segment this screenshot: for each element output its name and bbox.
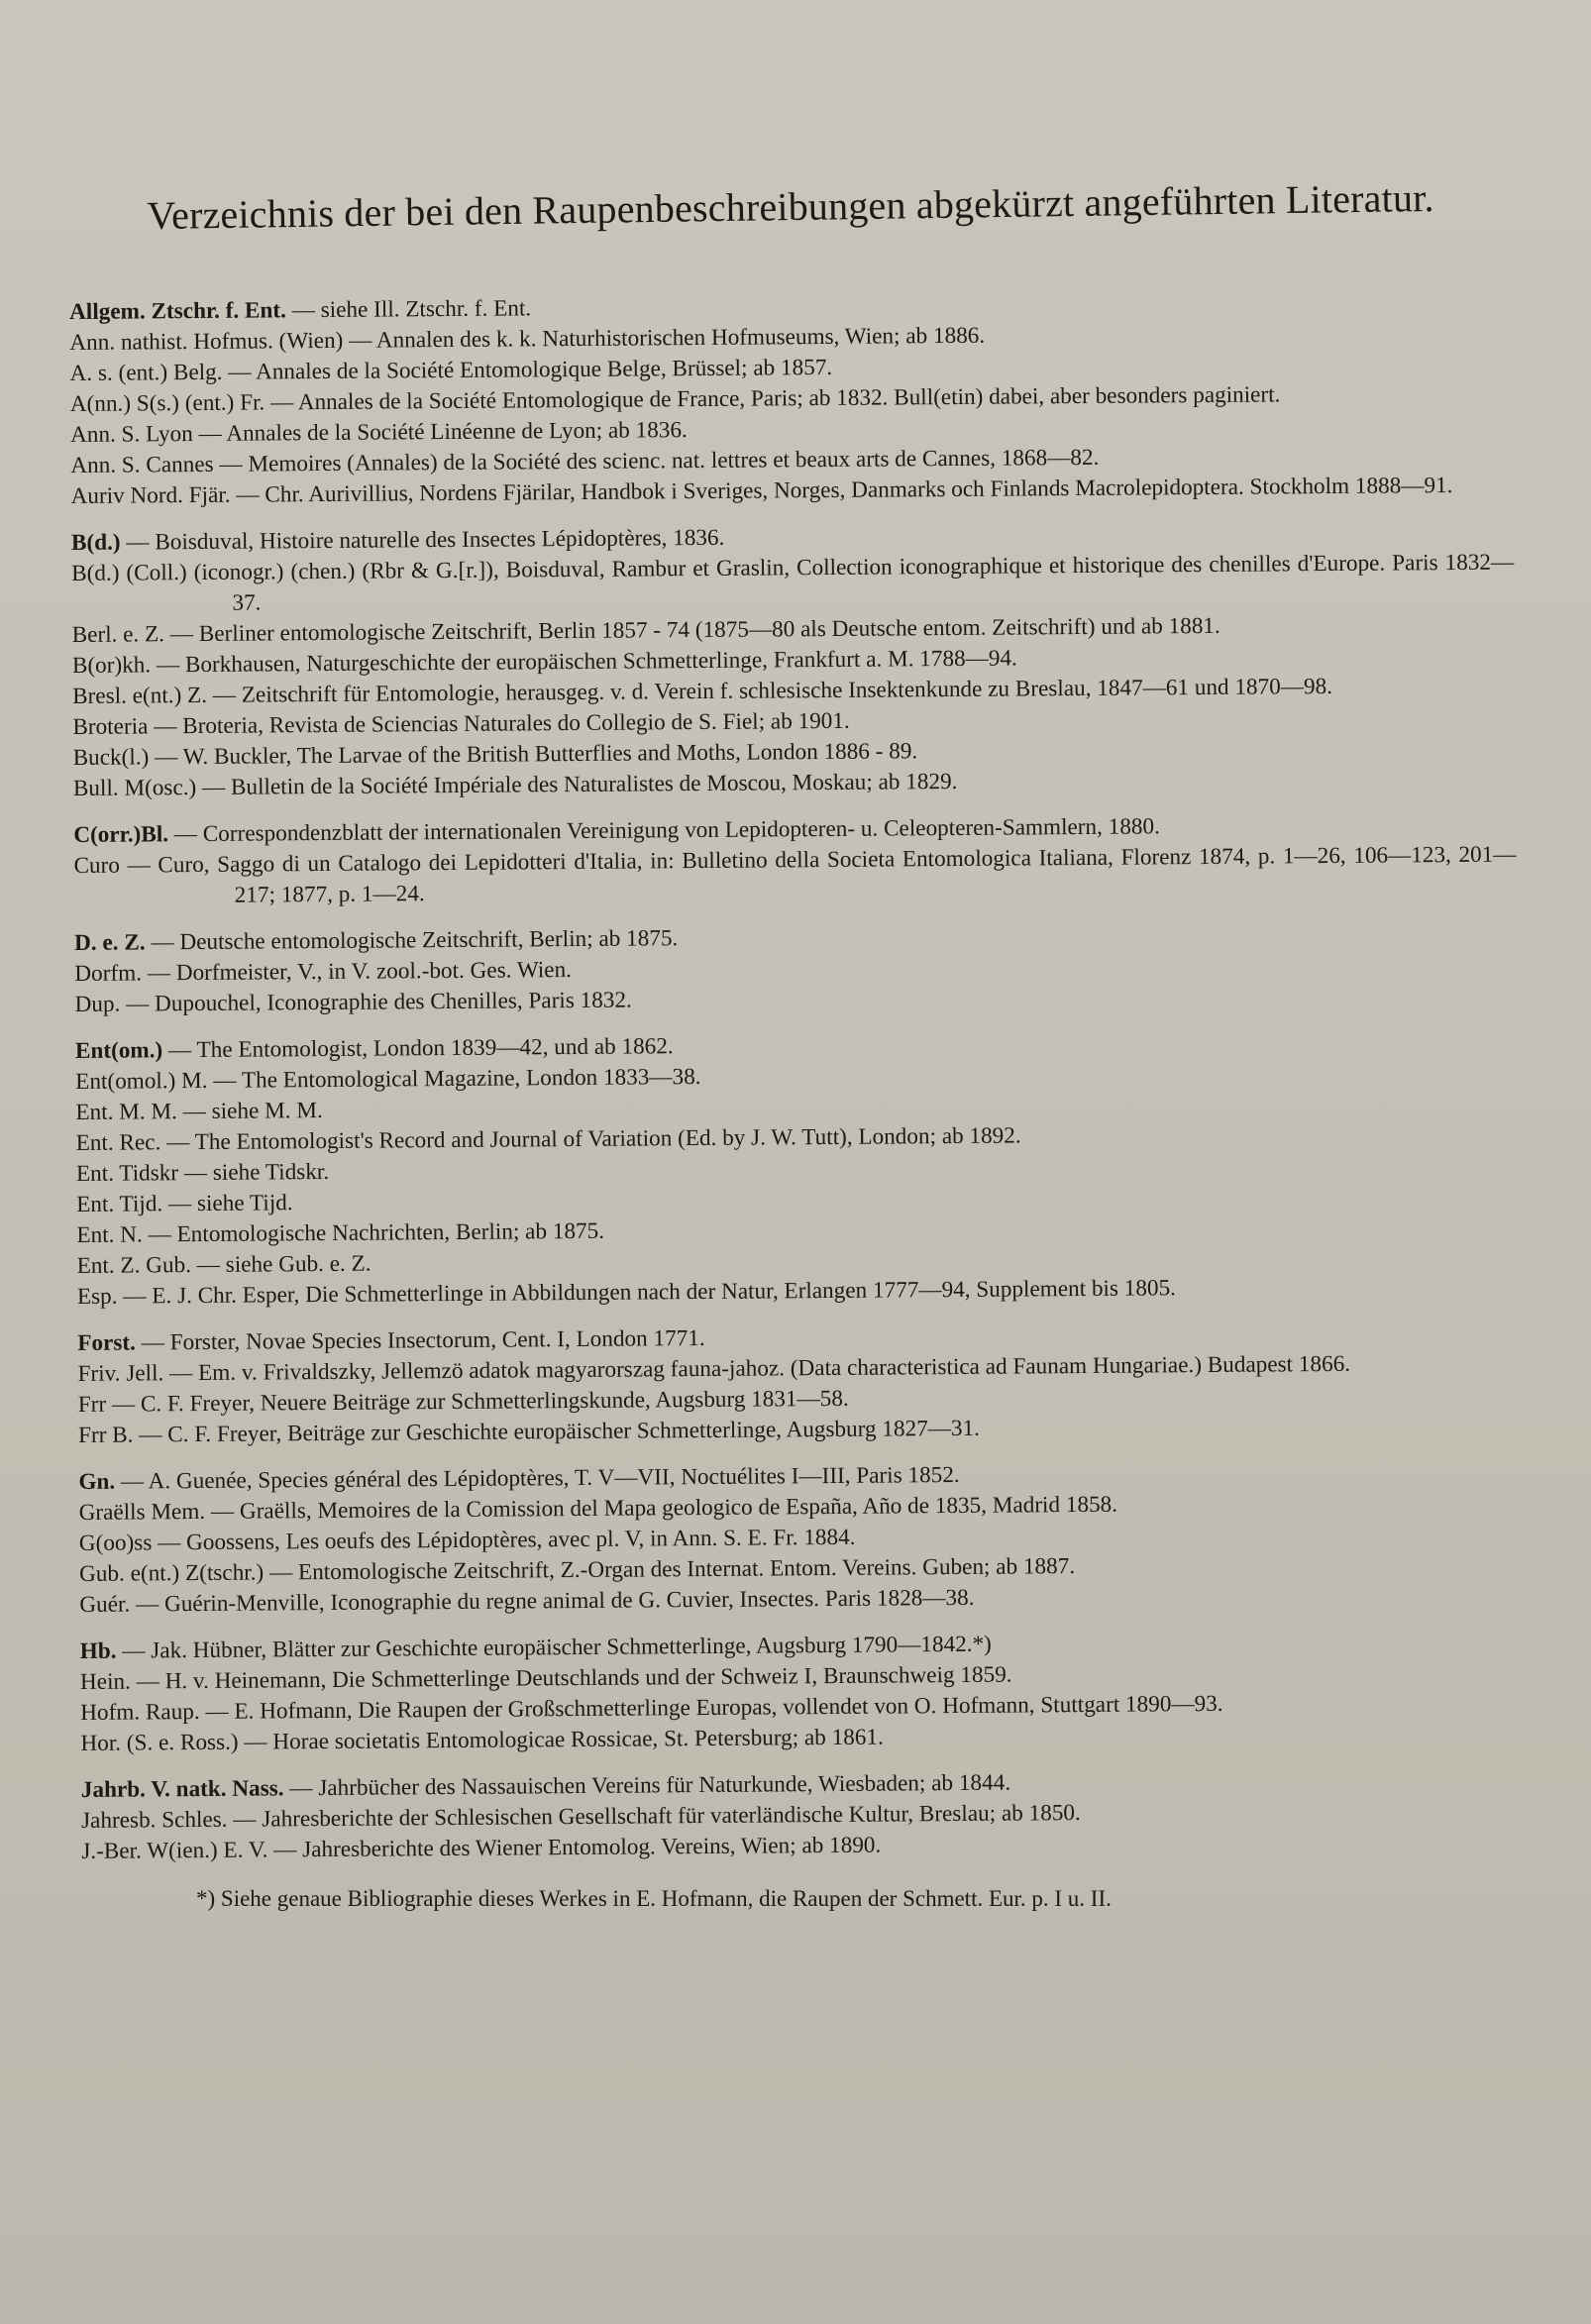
entry-reference: — siehe M. M.: [182, 1098, 323, 1125]
entry-reference: — Annales de la Société Entomologique de France, Paris; ab 1832. Bull(etin) dabei, aber besonders paginiert.: [269, 381, 1281, 416]
entry-abbreviation: Ann. nathist. Hofmus. (Wien): [69, 327, 344, 356]
entry-reference: — Chr. Aurivillius, Nordens Fjärilar, Handbok i Sveriges, Norges, Danmarks och Finlands Macrolepidoptera. Stockholm 1888—91.: [236, 473, 1453, 508]
entry-reference: — Jahrbücher des Nassauischen Vereins für Naturkunde, Wiesbaden; ab 1844.: [289, 1769, 1011, 1802]
entry-reference: — Guérin-Menville, Iconographie du regne animal de G. Cuvier, Insectes. Paris 1828—38.: [135, 1584, 975, 1618]
entry-reference: — Borkhausen, Naturgeschichte der europäischen Schmetterlinge, Frankfurt a. M. 1788—94.: [156, 645, 1017, 679]
entry-abbreviation: Forst.: [77, 1329, 136, 1356]
entry-abbreviation: B(d.) (Coll.) (iconogr.) (chen.) (Rbr & G.[r.]),: [71, 557, 499, 586]
entry-abbreviation: B(d.): [70, 529, 121, 556]
entry-group: [73, 809, 1517, 912]
entry-reference: — The Entomological Magazine, London 1833—38.: [213, 1064, 701, 1094]
entry-reference: — The Entomologist's Record and Journal of Variation (Ed. by J. W. Tutt), London; ab 1892.: [166, 1122, 1021, 1156]
page-title: Verzeichnis der bei den Raupenbeschreibungen abgekürzt angeführten Literatur.: [147, 174, 1434, 239]
entry-abbreviation: Dorfm.: [74, 960, 143, 987]
entry-reference: — The Entomologist, London 1839—42, und ab 1862.: [167, 1033, 674, 1064]
entry-abbreviation: Frr B.: [77, 1422, 134, 1448]
entry-reference: — siehe Tidskr.: [183, 1158, 330, 1187]
entry-abbreviation: A. s. (ent.) Belg.: [69, 359, 223, 386]
entry-abbreviation: Ent. N.: [76, 1221, 143, 1248]
entry-group: [71, 517, 1516, 804]
entry-abbreviation: C(orr.)Bl.: [73, 821, 169, 848]
entry-abbreviation: Ann. S. Cannes: [70, 451, 214, 478]
entry-abbreviation: Bull. M(osc.): [72, 775, 197, 801]
entry-abbreviation: A(nn.) S(s.) (ent.) Fr.: [69, 389, 265, 417]
entry-abbreviation: Jahresb. Schles.: [80, 1806, 228, 1834]
entry-reference: — Entomologische Zeitschrift, Z.-Organ des Internat. Entom. Vereins. Guben; ab 1887.: [268, 1553, 1076, 1586]
entry-reference: — Broteria, Revista de Sciencias Naturales do Collegio de S. Fiel; ab 1901.: [154, 707, 850, 740]
entry-reference: Boisduval, Rambur et Graslin, Collection iconographique et historique des chenilles d'Europe. Paris 1832—37.: [232, 549, 1515, 616]
entry-reference: — Correspondenzblatt der internationalen Vereinigung von Lepidopteren- u. Celeopteren-Sammlern, 1880.: [173, 813, 1160, 848]
entry-reference: — E. Hofmann, Die Raupen der Großschmetterlinge Europas, vollendet von O. Hofmann, Stuttgart 1890—93.: [205, 1690, 1223, 1725]
entry-abbreviation: Ent(omol.) M.: [75, 1067, 208, 1095]
entry-abbreviation: Broteria: [72, 713, 149, 740]
entry-reference: — siehe Gub. e. Z.: [196, 1250, 371, 1279]
entry-reference: — C. F. Freyer, Neuere Beiträge zur Schmetterlingskunde, Augsburg 1831—58.: [111, 1385, 849, 1418]
entry-abbreviation: Ent. Tidskr: [75, 1160, 179, 1187]
entry-reference: — Curo, Saggo di un Catalogo dei Lepidotteri d'Italia, in: Bulletino della Societa Entomologica Italiana, Florenz 1874, p. 1—26, 106—123, 201—217; 1877, p. 1—24.: [127, 841, 1517, 908]
entry-abbreviation: G(oo)ss: [78, 1530, 153, 1556]
entry-abbreviation: Berl. e. Z.: [71, 621, 165, 648]
entry-reference: — Berliner entomologische Zeitschrift, Berlin 1857 - 74 (1875—80 als Deutsche entom. Zeitschrift) und ab 1881.: [169, 612, 1220, 648]
entry-reference: — E. J. Chr. Esper, Die Schmetterlinge in Abbildungen nach der Natur, Erlangen 1777—94, Supplement bis 1805.: [123, 1275, 1177, 1310]
entry-abbreviation: J.-Ber. W(ien.) E. V.: [81, 1837, 268, 1864]
entry-reference: — Jahresberichte der Schlesischen Gesellschaft für vaterländische Kultur, Breslau; ab 1850.: [233, 1800, 1081, 1833]
entry-abbreviation: Ent(om.): [74, 1037, 163, 1064]
entry-reference: — Dorfmeister, V., in V. zool.-bot. Ges. Wien.: [147, 957, 573, 987]
entry-group: [78, 1456, 1522, 1621]
entry-abbreviation: Ent. Rec.: [75, 1129, 161, 1156]
entry-abbreviation: Auriv Nord. Fjär.: [70, 481, 231, 509]
entry-abbreviation: Bresl. e(nt.) Z.: [72, 682, 208, 709]
entry-abbreviation: Gn.: [78, 1468, 116, 1495]
entry-abbreviation: Guér.: [79, 1591, 131, 1618]
entry-reference: — Em. v. Frivaldszky, Jellemzö adatok magyarorszag fauna-jahoz. (Data characteristica ad Faunam Hungariae.) Budapest 1866.: [168, 1350, 1351, 1387]
entry-reference: — Annales de la Société Entomologique Belge, Brüssel; ab 1857.: [228, 354, 833, 385]
entry-abbreviation: D. e. Z.: [74, 929, 146, 956]
entry-abbreviation: Hor. (S. e. Ross.): [80, 1729, 239, 1756]
entry-reference: — Zeitschrift für Entomologie, herausgeg. v. d. Verein f. schlesische Insektenkunde zu Breslau, 1847—61 und 1870—98.: [212, 673, 1333, 708]
entry-reference: — siehe Ill. Ztschr. f. Ent.: [291, 295, 532, 324]
entry-group: [80, 1626, 1524, 1759]
entry-reference: — Memoires (Annales) de la Société des scienc. nat. lettres et beaux arts de Cannes, 1868—82.: [219, 444, 1100, 477]
entry-reference: — H. v. Heinemann, Die Schmetterlinge Deutschlands und der Schweiz I, Braunschweig 1859.: [136, 1661, 1012, 1695]
bibliography-list: [69, 286, 1524, 1867]
entry-reference: — siehe Tijd.: [167, 1190, 293, 1217]
entry-reference: — Graëlls, Memoires de la Comission del Mapa geologico de España, Año de 1835, Madrid 1858.: [210, 1491, 1118, 1525]
entry-reference: — Annales de la Société Linéenne de Lyon; ab 1836.: [198, 417, 688, 447]
entry-reference: — Horae societatis Entomologicae Rossicae, St. Petersburg; ab 1861.: [244, 1724, 884, 1755]
entry-abbreviation: Ent. Tijd.: [76, 1191, 163, 1217]
entry-reference: — Entomologische Nachrichten, Berlin; ab 1875.: [148, 1217, 605, 1248]
entry-reference: — Bulletin de la Société Impériale des Naturalistes de Moscou, Moskau; ab 1829.: [201, 768, 958, 800]
entry-abbreviation: Ent. Z. Gub.: [76, 1252, 192, 1279]
entry-abbreviation: Friv. Jell.: [77, 1360, 164, 1387]
footnote: *) Siehe genaue Bibliographie dieses Werkes in E. Hofmann, die Raupen der Schmett. Eur. p. I u. II.: [196, 1886, 1112, 1911]
entry-group: [69, 286, 1514, 512]
entry-group: [81, 1764, 1525, 1867]
entry-reference: — Deutsche entomologische Zeitschrift, Berlin; ab 1875.: [151, 925, 679, 956]
entry-abbreviation: Dup.: [74, 991, 121, 1017]
entry-abbreviation: Jahrb. V. natk. Nass.: [80, 1775, 284, 1803]
entry-abbreviation: Hofm. Raup.: [80, 1699, 200, 1726]
entry-abbreviation: Buck(l.): [72, 744, 150, 771]
entry-reference: — Annalen des k. k. Naturhistorischen Hofmuseums, Wien; ab 1886.: [349, 322, 986, 354]
entry-reference: — W. Buckler, The Larvae of the British Butterflies and Moths, London 1886 - 89.: [154, 738, 918, 771]
entry-reference: — Goossens, Les oeufs des Lépidoptères, avec pl. V, in Ann. S. E. Fr. 1884.: [158, 1524, 856, 1556]
entry-reference: — Forster, Novae Species Insectorum, Cent. I, London 1771.: [141, 1324, 705, 1356]
entry-abbreviation: Graëlls Mem.: [78, 1498, 206, 1526]
entry-abbreviation: Hb.: [79, 1637, 117, 1664]
entry-reference: — Dupouchel, Iconographie des Chenilles, Paris 1832.: [126, 987, 632, 1017]
entry-reference: — Boisduval, Histoire naturelle des Insectes Lépidoptères, 1836.: [126, 524, 725, 556]
bibliography-entry: [71, 548, 1514, 620]
entry-abbreviation: Ann. S. Lyon: [69, 421, 193, 448]
entry-abbreviation: Allgem. Ztschr. f. Ent.: [69, 297, 286, 325]
entry-reference: — C. F. Freyer, Beiträge zur Geschichte europäischer Schmetterlinge, Augsburg 1827—31.: [139, 1415, 981, 1448]
entry-group: [75, 1025, 1520, 1313]
entry-group: [77, 1318, 1521, 1451]
entry-abbreviation: Frr: [77, 1391, 107, 1418]
entry-reference: — A. Guenée, Species général des Lépidoptères, T. V—VII, Noctuélites I—III, Paris 1852.: [120, 1461, 960, 1495]
entry-abbreviation: Hein.: [79, 1668, 131, 1695]
entry-abbreviation: Gub. e(nt.) Z(tschr.): [79, 1559, 265, 1587]
entry-abbreviation: Ent. M. M.: [75, 1099, 177, 1125]
entry-reference: — Jak. Hübner, Blätter zur Geschichte europäischer Schmetterlinge, Augsburg 1790—1842.*): [122, 1631, 992, 1664]
entry-abbreviation: B(or)kh.: [71, 652, 152, 679]
entry-abbreviation: Esp.: [76, 1283, 118, 1310]
entry-reference: — Jahresberichte des Wiener Entomolog. Vereins, Wien; ab 1890.: [273, 1832, 882, 1863]
bibliography-entry: [73, 840, 1516, 912]
entry-group: [74, 917, 1518, 1020]
entry-abbreviation: Curo: [73, 852, 120, 879]
